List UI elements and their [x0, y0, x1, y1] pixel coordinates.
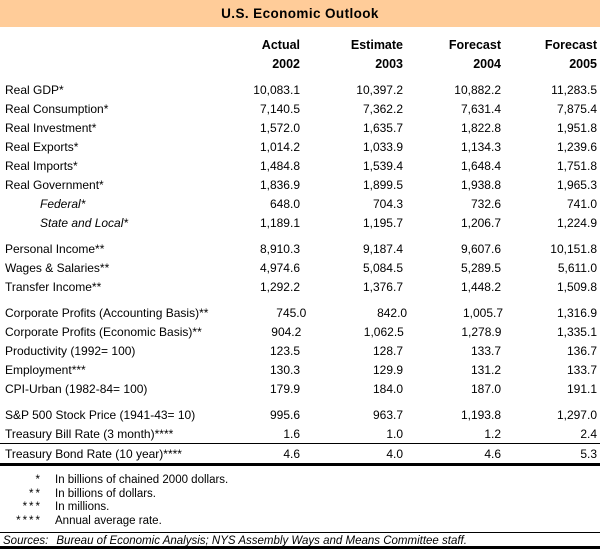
cell-value: 133.7	[566, 362, 597, 377]
column-header: Actual	[261, 37, 300, 52]
table-row	[0, 424, 600, 443]
footnote	[0, 501, 600, 515]
table-row	[0, 379, 600, 398]
row-label: Real GDP*	[5, 82, 64, 97]
cell-value: 5,289.5	[460, 260, 501, 275]
cell-value: 131.2	[470, 362, 501, 377]
cell-value: 129.9	[372, 362, 403, 377]
cell-value: 130.3	[269, 362, 300, 377]
year-header: 2003	[375, 57, 403, 71]
row-label: Treasury Bill Rate (3 month)****	[5, 426, 174, 441]
cell-value: 179.9	[269, 381, 300, 396]
cell-value: 7,875.4	[556, 101, 597, 116]
row-label: Productivity (1992= 100)	[5, 343, 136, 358]
cell-value: 1,014.2	[259, 139, 300, 154]
sources-label: Sources:	[3, 535, 49, 547]
cell-value: 1,572.0	[259, 120, 300, 135]
cell-value: 7,140.5	[259, 101, 300, 116]
column-header: Estimate	[350, 37, 403, 52]
row-label: S&P 500 Stock Price (1941-43= 10)	[5, 407, 196, 422]
cell-value: 1,239.6	[556, 139, 597, 154]
cell-value: 745.0	[276, 305, 307, 320]
cell-value: 1,297.0	[556, 407, 597, 422]
cell-value: 1,292.2	[259, 279, 300, 294]
table-row	[0, 213, 600, 232]
cell-value: 11,283.5	[551, 82, 597, 97]
sources-text: Bureau of Economic Analysis; NYS Assembly Ways and Means Committee staff.	[56, 535, 467, 547]
cell-value: 1,005.7	[462, 305, 504, 320]
year-headers	[0, 54, 600, 74]
table-row	[0, 360, 600, 379]
cell-value: 136.7	[566, 343, 597, 358]
cell-value: 184.0	[372, 381, 403, 396]
cell-value: 5.3	[580, 446, 597, 461]
cell-value: 963.7	[372, 407, 403, 422]
table-row	[0, 118, 600, 137]
table-row	[0, 99, 600, 118]
cell-value: 1,134.3	[460, 139, 501, 154]
footnote-marker: ****	[16, 514, 42, 527]
page-title: U.S. Economic Outlook	[221, 6, 379, 21]
cell-value: 128.7	[372, 343, 403, 358]
cell-value: 5,084.5	[362, 260, 403, 275]
year-header: 2004	[473, 57, 501, 71]
year-header: 2002	[272, 57, 300, 71]
cell-value: 1.6	[283, 426, 300, 441]
cell-value: 1,751.8	[556, 158, 597, 173]
row-label: Real Consumption*	[5, 101, 109, 116]
footnotes	[0, 474, 600, 528]
column-headers	[0, 35, 600, 54]
table-row	[0, 80, 600, 99]
cell-value: 10,083.1	[253, 82, 300, 97]
cell-value: 1,195.7	[362, 215, 403, 230]
cell-value: 1,965.3	[556, 177, 597, 192]
cell-value: 1,484.8	[259, 158, 300, 173]
footnote-text: In millions.	[55, 501, 110, 513]
cell-value: 1.2	[484, 426, 501, 441]
row-label: Corporate Profits (Economic Basis)**	[5, 324, 202, 339]
year-header: 2005	[569, 57, 597, 71]
cell-value: 1,189.1	[259, 215, 300, 230]
row-label: Personal Income**	[5, 241, 105, 256]
title-bar	[0, 0, 600, 27]
sources-line	[0, 532, 600, 547]
cell-value: 4.6	[484, 446, 501, 461]
cell-value: 1,448.2	[460, 279, 501, 294]
cell-value: 4,974.6	[259, 260, 300, 275]
cell-value: 995.6	[269, 407, 300, 422]
cell-value: 648.0	[269, 196, 300, 211]
cell-value: 10,882.2	[454, 82, 501, 97]
cell-value: 1,635.7	[362, 120, 403, 135]
cell-value: 732.6	[470, 196, 501, 211]
table-row	[0, 137, 600, 156]
cell-value: 1,938.8	[460, 177, 501, 192]
cell-value: 1,316.9	[556, 305, 597, 320]
footnote-text: In billions of chained 2000 dollars.	[55, 474, 229, 486]
footnote-marker: **	[29, 487, 42, 500]
table-row	[0, 405, 600, 424]
column-header: Forecast	[544, 37, 597, 52]
cell-value: 191.1	[566, 381, 597, 396]
cell-value: 8,910.3	[259, 241, 300, 256]
table-row	[0, 194, 600, 213]
cell-value: 1,062.5	[363, 324, 404, 339]
cell-value: 1,376.7	[362, 279, 403, 294]
table-row	[0, 303, 600, 322]
cell-value: 123.5	[269, 343, 300, 358]
footnote	[0, 515, 600, 529]
row-label: Real Government*	[5, 177, 104, 192]
cell-value: 1,836.9	[259, 177, 300, 192]
row-label: Employment***	[5, 362, 86, 377]
cell-value: 9,187.4	[362, 241, 403, 256]
cell-value: 1,648.4	[460, 158, 501, 173]
cell-value: 1,278.9	[461, 324, 502, 339]
cell-value: 1,509.8	[556, 279, 597, 294]
table-row	[0, 443, 600, 466]
cell-value: 1,822.8	[460, 120, 501, 135]
row-label: Corporate Profits (Accounting Basis)**	[5, 305, 209, 320]
cell-value: 741.0	[566, 196, 597, 211]
cell-value: 4.0	[386, 446, 403, 461]
cell-value: 10,397.2	[356, 82, 403, 97]
row-label: State and Local*	[40, 215, 129, 230]
cell-value: 1,899.5	[362, 177, 403, 192]
table-row	[0, 322, 600, 341]
table-row	[0, 156, 600, 175]
cell-value: 904.2	[271, 324, 302, 339]
row-label: Transfer Income**	[5, 279, 102, 294]
column-header: Forecast	[448, 37, 501, 52]
row-label: Real Exports*	[5, 139, 79, 154]
row-label: Real Imports*	[5, 158, 78, 173]
row-label: CPI-Urban (1982-84= 100)	[5, 381, 148, 396]
cell-value: 7,631.4	[460, 101, 501, 116]
row-label: Real Investment*	[5, 120, 97, 135]
cell-value: 1,951.8	[556, 120, 597, 135]
table-row	[0, 175, 600, 194]
row-label: Treasury Bond Rate (10 year)****	[5, 446, 182, 461]
cell-value: 1,539.4	[362, 158, 403, 173]
cell-value: 1,193.8	[460, 407, 501, 422]
cell-value: 187.0	[470, 381, 501, 396]
cell-value: 1,224.9	[556, 215, 597, 230]
cell-value: 10,151.8	[550, 241, 597, 256]
row-label: Wages & Salaries**	[5, 260, 110, 275]
cell-value: 7,362.2	[362, 101, 403, 116]
table-row	[0, 239, 600, 258]
footnote	[0, 474, 600, 488]
cell-value: 133.7	[470, 343, 501, 358]
table-row	[0, 258, 600, 277]
cell-value: 1,206.7	[460, 215, 501, 230]
row-label: Federal*	[40, 196, 86, 211]
cell-value: 1.0	[386, 426, 403, 441]
cell-value: 1,033.9	[362, 139, 403, 154]
footnote-marker: ***	[22, 501, 42, 513]
footnote-marker: *	[35, 474, 42, 486]
cell-value: 9,607.6	[460, 241, 501, 256]
cell-value: 2.4	[580, 426, 597, 441]
cell-value: 5,611.0	[557, 260, 597, 275]
footnote-text: In billions of dollars.	[55, 487, 156, 500]
footnote	[0, 488, 600, 502]
cell-value: 4.6	[283, 446, 300, 461]
table-row	[0, 277, 600, 296]
table-body	[0, 80, 600, 466]
cell-value: 704.3	[372, 196, 403, 211]
cell-value: 1,335.1	[556, 324, 597, 339]
cell-value: 842.0	[377, 305, 408, 320]
table-row	[0, 341, 600, 360]
footnote-text: Annual average rate.	[55, 514, 162, 527]
